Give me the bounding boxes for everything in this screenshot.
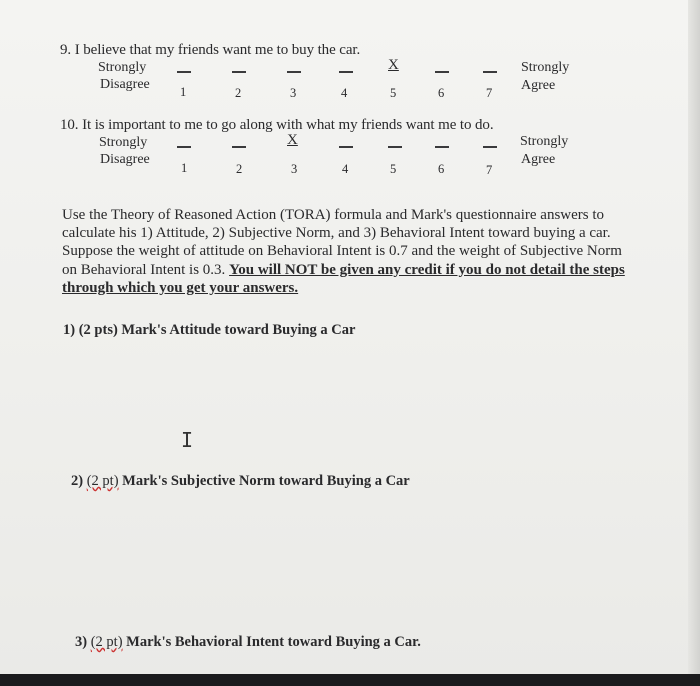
q10-num-4: 4	[342, 162, 349, 176]
page-edge-right	[688, 0, 700, 686]
q9-left-label-2: Disagree	[100, 77, 150, 92]
q9-blank-2[interactable]	[232, 71, 246, 73]
q10-num-7: 7	[486, 163, 493, 177]
question-9-text: 9. I believe that my friends want me to buy the car.	[60, 42, 361, 58]
text-cursor-icon: I	[181, 428, 194, 452]
q9-blank-1[interactable]	[177, 71, 191, 73]
q9-num-5: 5	[390, 86, 397, 100]
q9-blank-7[interactable]	[483, 71, 497, 73]
q10-left-label-1: Strongly	[99, 135, 148, 150]
page-edge-bottom	[0, 674, 700, 686]
q10-right-label-1: Strongly	[520, 134, 569, 149]
q9-blank-6[interactable]	[435, 71, 449, 73]
q10-num-1: 1	[181, 161, 188, 175]
q9-num-7: 7	[486, 86, 493, 100]
q10-blank-7[interactable]	[483, 146, 497, 148]
instructions-paragraph	[62, 206, 634, 297]
q10-num-6: 6	[438, 162, 445, 176]
q9-num-6: 6	[438, 86, 445, 100]
q9-blank-4[interactable]	[339, 71, 353, 73]
q10-num-5: 5	[390, 162, 397, 176]
q9-left-label-1: Strongly	[98, 60, 147, 75]
q9-num-4: 4	[341, 86, 348, 100]
part-3-heading: 3) (2 pt) Mark's Behavioral Intent toward Buying a Car.	[75, 634, 421, 650]
q9-num-2: 2	[235, 86, 242, 100]
q9-blank-3[interactable]	[287, 71, 301, 73]
q9-mark-5[interactable]: X	[388, 57, 399, 73]
q10-mark-3[interactable]: X	[287, 132, 298, 148]
q10-blank-2[interactable]	[232, 146, 246, 148]
q10-blank-6[interactable]	[435, 146, 449, 148]
part-2-heading: 2) (2 pt) Mark's Subjective Norm toward Buying a Car	[71, 473, 410, 489]
q10-right-label-2: Agree	[521, 152, 556, 167]
question-10-text: 10. It is important to me to go along with what my friends want me to do.	[60, 117, 494, 133]
q10-num-3: 3	[291, 162, 298, 176]
q10-blank-1[interactable]	[177, 146, 191, 148]
q10-blank-5[interactable]	[388, 146, 402, 148]
q9-right-label-2: Agree	[521, 78, 556, 93]
q9-num-3: 3	[290, 86, 297, 100]
q9-num-1: 1	[180, 85, 187, 99]
q10-num-2: 2	[236, 162, 243, 176]
instructions-body: Use the Theory of Reasoned Action (TORA) formula and Mark's questionnaire answers to calculate his 1) Attitude, 2) Subjective Norm, and 3) Behavioral Intent toward buying a car. Suppose the weight of attitude on Behavioral Intent is 0.7 and the weight of Subjective Norm on Behavioral Intent is 0.3.	[62, 207, 622, 278]
q9-right-label-1: Strongly	[521, 60, 570, 75]
q10-left-label-2: Disagree	[100, 152, 150, 167]
q10-blank-4[interactable]	[339, 146, 353, 148]
instructions-emphasis: You will NOT be given any credit if you do not detail the steps through which you get your answers.	[62, 261, 625, 296]
part-1-heading: 1) (2 pts) Mark's Attitude toward Buying a Car	[63, 322, 356, 338]
